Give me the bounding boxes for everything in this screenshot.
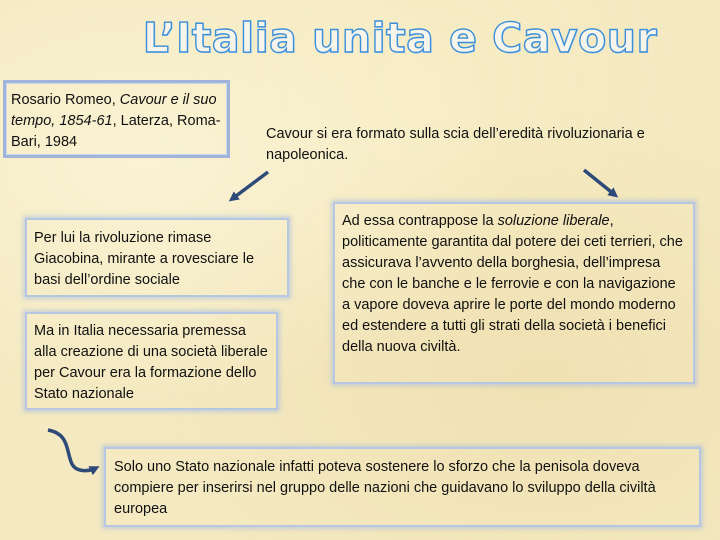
slide-title: L’Italia unita e Cavour (142, 14, 658, 62)
revolution-box: Per lui la rivoluzione rimase Giacobina, mirante a rovesciare le basi dell’ordine sociale (25, 218, 289, 297)
liberal-solution-before: Ad essa contrappose la (342, 213, 498, 229)
arrow-down-right-icon (584, 170, 615, 195)
intro-text: Cavour si era formato sulla scia dell’eredità rivoluzionaria e napoleonica. (266, 126, 645, 163)
reference-publisher: , Laterza, Roma-Bari, 1984 (11, 113, 221, 150)
curved-arrow-icon (48, 430, 96, 471)
reference-author: Rosario Romeo, (11, 92, 120, 108)
reference-box (3, 80, 230, 158)
liberal-solution-emphasis: soluzione liberale (497, 213, 610, 229)
arrow-down-left-icon (232, 172, 268, 199)
liberal-solution-box (333, 202, 695, 384)
premise-box: Ma in Italia necessaria premessa alla creazione di una società liberale per Cavour era la formazione dello Stato nazionale (25, 312, 278, 410)
conclusion-box: Solo uno Stato nazionale infatti poteva sostenere lo sforzo che la penisola doveva compiere per inserirsi nel gruppo delle nazioni che guidavano lo sviluppo della civiltà europea (104, 447, 701, 527)
reference-book-title: Cavour e il suo tempo, 1854-61 (11, 92, 217, 129)
liberal-solution-after: , politicamente garantita dal potere dei ceti terrieri, che assicurava l’avvento della borghesia, dell’impresa che con le banche e le ferrovie e con la navigazione a vapore doveva aprire le porte del mondo moderno ed estendere a tutti gli strati della società i benefici della nuova civiltà. (342, 213, 683, 355)
